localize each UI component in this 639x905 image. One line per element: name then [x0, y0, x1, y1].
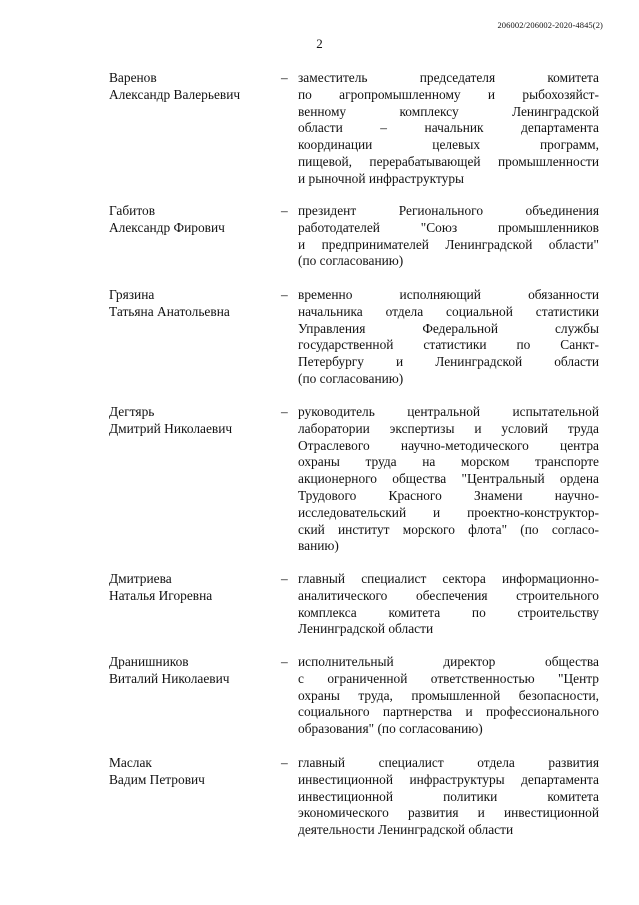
member-surname: Дранишников — [109, 654, 189, 669]
document-id: 206002/206002-2020-4845(2) — [497, 20, 603, 30]
member-position — [298, 203, 599, 270]
position-line: ванию) — [298, 538, 339, 554]
position-line: (по согласованию) — [298, 370, 404, 386]
dash-separator: – — [281, 70, 288, 85]
position-line: заместитель председателя комитета — [298, 70, 599, 85]
member-given-names: Александр Фирович — [109, 219, 225, 235]
member-position — [298, 404, 599, 555]
member-surname: Дегтярь — [109, 404, 155, 419]
position-line: по агропромышленному и рыбохозяйст- — [298, 86, 599, 102]
position-line: пищевой, перерабатывающей промышленности — [298, 153, 599, 169]
position-line: Управления Федеральной службы — [298, 320, 599, 336]
position-line: деятельности Ленинградской области — [298, 822, 514, 838]
position-line: инвестиционной инфраструктуры департамента — [298, 771, 599, 787]
member-position — [298, 287, 599, 388]
member-name — [109, 70, 279, 104]
page-number: 2 — [316, 36, 323, 51]
position-line: Петербургу и Ленинградской области — [298, 354, 599, 370]
position-line: координации целевых программ, — [298, 137, 599, 153]
position-line: охраны труда на морском транспорте — [298, 454, 599, 470]
position-line: комплекса комитета по строительству — [298, 604, 599, 620]
member-given-names: Виталий Николаевич — [109, 670, 230, 686]
position-line: Ленинградской области — [298, 621, 434, 637]
member-position — [298, 70, 599, 188]
position-line: исполнительный директор общества — [298, 654, 599, 669]
position-line: главный специалист отдела развития — [298, 755, 599, 770]
dash-separator: – — [281, 203, 288, 218]
dash-separator: – — [281, 755, 288, 770]
position-line: с ограниченной ответственностью "Центр — [298, 670, 599, 686]
position-line: охраны труда, промышленной безопасности, — [298, 687, 599, 703]
dash-separator: – — [281, 654, 288, 669]
member-position — [298, 654, 599, 738]
position-line: образования" (по согласованию) — [298, 721, 483, 737]
dash-separator: – — [281, 571, 288, 586]
member-given-names: Дмитрий Николаевич — [109, 420, 233, 436]
member-surname: Варенов — [109, 70, 157, 85]
member-position — [298, 571, 599, 638]
position-line: временно исполняющий обязанности — [298, 287, 599, 302]
position-line: главный специалист сектора информационно- — [298, 571, 599, 586]
position-line: и рыночной инфраструктуры — [298, 170, 465, 186]
member-surname: Габитов — [109, 203, 156, 218]
position-line: ский институт морского флота" (по согласо- — [298, 521, 599, 537]
member-given-names: Наталья Игоревна — [109, 587, 213, 603]
position-line: (по согласованию) — [298, 253, 404, 269]
position-line: и предпринимателей Ленинградской области" — [298, 236, 599, 252]
member-name — [109, 203, 279, 237]
member-name — [109, 404, 279, 438]
position-line: социального партнерства и профессионального — [298, 704, 599, 720]
member-name — [109, 654, 279, 688]
member-given-names: Александр Валерьевич — [109, 86, 241, 102]
position-line: лаборатории экспертизы и условий труда — [298, 420, 599, 436]
position-line: акционерного общества "Центральный ордена — [298, 471, 599, 487]
position-line: Трудового Красного Знамени научно- — [298, 487, 599, 503]
dash-separator: – — [281, 287, 288, 302]
member-name — [109, 755, 279, 789]
position-line: Отраслевого научно-методического центра — [298, 437, 599, 453]
position-line: области – начальник департамента — [298, 120, 599, 136]
position-line: инвестиционной политики комитета — [298, 788, 599, 804]
position-line: государственной статистики по Санкт- — [298, 337, 599, 353]
position-line: аналитического обеспечения строительного — [298, 587, 599, 603]
position-line: экономического развития и инвестиционной — [298, 805, 599, 821]
member-surname: Маслак — [109, 755, 152, 770]
member-position — [298, 755, 599, 839]
member-surname: Дмитриева — [109, 571, 172, 586]
position-line: руководитель центральной испытательной — [298, 404, 599, 419]
member-name — [109, 287, 279, 321]
position-line: президент Регионального объединения — [298, 203, 599, 218]
member-surname: Грязина — [109, 287, 155, 302]
position-line: венному комплексу Ленинградской — [298, 103, 599, 119]
member-given-names: Вадим Петрович — [109, 771, 205, 787]
member-given-names: Татьяна Анатольевна — [109, 303, 230, 319]
position-line: начальника отдела социальной статистики — [298, 303, 599, 319]
position-line: исследовательский и проектно-конструктор- — [298, 504, 599, 520]
position-line: работодателей "Союз промышленников — [298, 219, 599, 235]
member-name — [109, 571, 279, 605]
dash-separator: – — [281, 404, 288, 419]
